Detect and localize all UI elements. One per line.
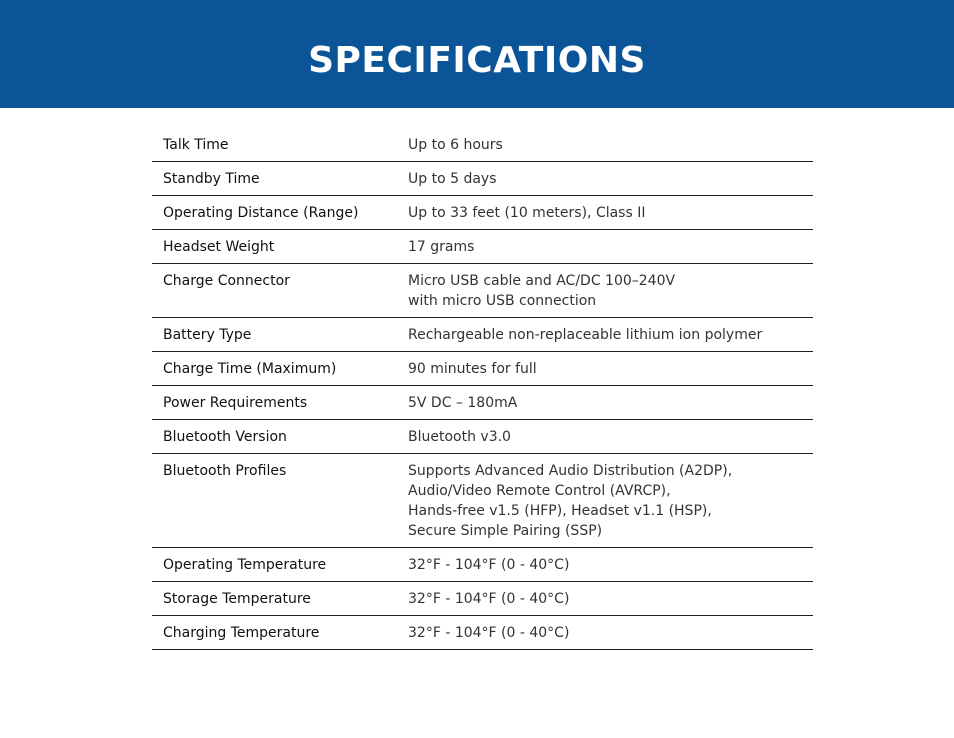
spec-value-line: with micro USB connection — [408, 293, 597, 309]
spec-row — [152, 264, 813, 318]
spec-row — [152, 386, 813, 420]
spec-row — [152, 454, 813, 548]
spec-value — [408, 196, 813, 230]
specifications-table — [152, 128, 813, 650]
spec-value — [408, 352, 813, 386]
spec-value — [408, 616, 813, 650]
spec-label: Standby Time — [152, 162, 408, 196]
spec-value-line: Secure Simple Pairing (SSP) — [408, 523, 603, 539]
spec-value-line: Rechargeable non-replaceable lithium ion polymer — [408, 327, 763, 343]
spec-label: Bluetooth Version — [152, 420, 408, 454]
spec-row — [152, 548, 813, 582]
page-title: SPECIFICATIONS — [308, 40, 646, 81]
spec-label: Bluetooth Profiles — [152, 454, 408, 548]
spec-label: Charge Time (Maximum) — [152, 352, 408, 386]
spec-label: Charging Temperature — [152, 616, 408, 650]
spec-value-line: Up to 6 hours — [408, 137, 503, 153]
spec-row — [152, 196, 813, 230]
spec-value-line: 32°F - 104°F (0 - 40°C) — [408, 625, 570, 641]
spec-row — [152, 582, 813, 616]
spec-value — [408, 264, 813, 318]
specifications-table-body — [152, 128, 813, 650]
spec-row — [152, 616, 813, 650]
spec-value — [408, 318, 813, 352]
spec-value-line: Audio/Video Remote Control (AVRCP), — [408, 483, 671, 499]
spec-label: Talk Time — [152, 128, 408, 162]
spec-label: Battery Type — [152, 318, 408, 352]
spec-row — [152, 230, 813, 264]
page-header — [0, 0, 954, 108]
spec-row — [152, 420, 813, 454]
spec-value — [408, 454, 813, 548]
spec-value-line: Up to 33 feet (10 meters), Class II — [408, 205, 646, 221]
spec-label: Charge Connector — [152, 264, 408, 318]
spec-value-line: 32°F - 104°F (0 - 40°C) — [408, 557, 570, 573]
spec-value-line: Bluetooth v3.0 — [408, 429, 511, 445]
spec-label: Storage Temperature — [152, 582, 408, 616]
spec-value — [408, 548, 813, 582]
spec-value-line: 5V DC – 180mA — [408, 395, 518, 411]
spec-value-line: Micro USB cable and AC/DC 100–240V — [408, 273, 676, 289]
spec-value-line: Supports Advanced Audio Distribution (A2DP), — [408, 463, 733, 479]
spec-value — [408, 582, 813, 616]
spec-label: Headset Weight — [152, 230, 408, 264]
spec-value — [408, 162, 813, 196]
spec-value — [408, 128, 813, 162]
spec-value-line: 17 grams — [408, 239, 475, 255]
spec-value-line: Up to 5 days — [408, 171, 497, 187]
spec-value-line: 90 minutes for full — [408, 361, 537, 377]
spec-row — [152, 318, 813, 352]
spec-value-line: 32°F - 104°F (0 - 40°C) — [408, 591, 570, 607]
spec-row — [152, 352, 813, 386]
spec-row — [152, 128, 813, 162]
spec-label: Operating Distance (Range) — [152, 196, 408, 230]
spec-row — [152, 162, 813, 196]
spec-label: Operating Temperature — [152, 548, 408, 582]
spec-value-line: Hands-free v1.5 (HFP), Headset v1.1 (HSP), — [408, 503, 712, 519]
spec-label: Power Requirements — [152, 386, 408, 420]
spec-value — [408, 420, 813, 454]
spec-value — [408, 230, 813, 264]
spec-value — [408, 386, 813, 420]
